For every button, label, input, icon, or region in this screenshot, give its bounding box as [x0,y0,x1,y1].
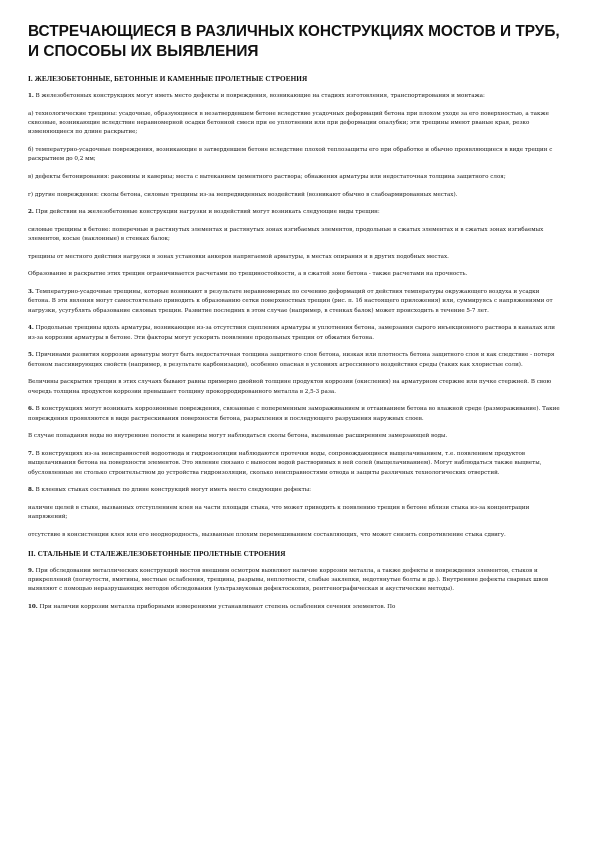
paragraph [28,405,562,424]
paragraph [28,351,562,370]
document-page [28,22,562,621]
paragraph [28,270,562,279]
paragraph-text: г) другие повреждения: сколы бетона, силовые трещины из-за непредвиденных воздействий (возникают обычно в слабоармированных местах). [28,191,458,198]
paragraph [28,378,562,397]
paragraph [28,288,562,316]
paragraph-text: Величины раскрытия трещин в этих случаях бывают равны примерно двойной толщине продуктов коррозии (окисления) на арматурном стержне или пучке стержней. В свою очередь толщина продуктов коррозии превышает толщину прокорродированного металла в 2,5-3 раза. [28,379,552,395]
section-heading-text: I. ЖЕЛЕЗОБЕТОННЫЕ, БЕТОННЫЕ И КАМЕННЫЕ ПРОЛЕТНЫЕ СТРОЕНИЯ [28,75,308,83]
paragraph [28,253,562,262]
paragraph-text: В случае попадания воды во внутренние полости и каверны могут наблюдаться сколы бетона, вызванные расширением замерзающей воды. [28,433,448,440]
paragraph [28,92,562,101]
paragraph-number: 6. [28,406,34,413]
paragraph [28,450,562,478]
document-body [28,74,562,612]
paragraph-text: Образование и раскрытие этих трещин ограничивается расчетами по трещиностойкости, а в сжатой зоне бетона - также расчетами на прочность. [28,271,468,278]
paragraph [28,146,562,165]
paragraph [28,191,562,200]
paragraph-number: 10. [28,603,38,610]
paragraph-text: Причинами развития коррозии арматуры могут быть недостаточная толщина защитного слоя бетона, низкая или плотность бетона защитного слоя и как следствие - потеря бетоном пассивирующих свойств (например, в результате карбонизации), особенно опасная в условиях агрессивного воздействия среды (таких как хлористые соли). [28,352,555,368]
paragraph-text: а) технологические трещины: усадочные, образующиеся в незатвердевшем бетоне вследствие усадочных деформаций бетона при плохом уходе за его поверхностью, а также сквозные, возникающие вследствие неравномерной осадки бетонной смеси при ее уплотнении или при деформации опалубки; эти трещины имеют рваные края, резко изменяющиеся по длине раскрытие; [28,110,549,136]
paragraph-number: 3. [28,288,34,295]
paragraph [28,226,562,245]
paragraph-number: 7. [28,450,34,457]
paragraph-number: 2. [28,209,34,216]
paragraph [28,504,562,523]
paragraph-text: В железобетонных конструкциях могут иметь место дефекты и повреждения, возникающие на стадиях изготовления, транспортирования и монтажа: [33,93,485,99]
paragraph [28,432,562,441]
paragraph-number: 8. [28,487,34,494]
paragraph-text: При наличии коррозии металла приборными измерениями устанавливают степень ослабления сечения элементов. По [37,603,396,610]
paragraph-text: наличие щелей в стыке, вызванных отступлением клея на части площади стыка, что может приводить к появлению трещин в бетоне вблизи стыка из-за концентрации напряжений; [28,504,530,521]
paragraph-number: 4. [28,325,34,332]
paragraph-number: 1. [28,93,34,99]
section-heading-text: II. СТАЛЬНЫЕ И СТАЛЕЖЕЛЕЗОБЕТОННЫЕ ПРОЛЕТНЫЕ СТРОЕНИЯ [28,549,286,558]
paragraph-text: б) температурно-усадочные повреждения, возникающие в затвердевшем бетоне вследствие плохой теплозащиты его при обработке и обычно проявляющиеся в виде трещин с раскрытием до 0,2 мм; [28,147,553,163]
paragraph-number: 9. [28,567,34,574]
paragraph [28,173,562,182]
paragraph [28,603,562,612]
paragraph-text: Продольные трещины вдоль арматуры, возникающие из-за отсутствия сцепления арматуры и уплотнения бетона, замерзания сырого инъекционного раствора в каналах или из-за коррозии арматуры в бетоне. Эти факторы могут ускорить появление продольных трещин от обжатия бетона. [28,325,555,341]
paragraph-text: Температурно-усадочные трещины, которые возникают в результате неравномерных по сечению деформаций от действия температуры окружающего воздуха и усадки бетона. В эти явления могут самостоятельно приводить к образованию сетки поверхностных трещин (рис. п. 1б настоящего приложения) или, суммируясь с напряжениями от нагрузки, усугублять образование силовых трещин. Развитие последних в этом случае (например, в стенках балок) может происходить в течение 5-7 лет. [28,288,553,314]
paragraph-text: в) дефекты бетонирования: раковины и каверны; места с вытеканием цементного раствора; обнажения арматуры или недостаточная толщина защитного слоя; [28,174,506,180]
paragraph [28,324,562,343]
paragraph-text: трещины от местного действия нагрузки в зонах установки анкеров напрягаемой арматуры, в местах опирания и в других подобных местах. [28,253,449,260]
paragraph [28,531,562,540]
paragraph-text: При обследовании металлических конструкций мостов внешним осмотром выявляют наличие коррозии металла, а также дефекты и повреждения элементов, стыков и прикреплений (погнутости, вмятины, местные ослабления, трещины, разрывы, неплотности, слабые заклепки, недотянутые болты и др.). Внутренние дефекты сварных швов выявляют с помощью неразрушающих методов обследования (ультразвуковая дефектоскопия, рентгенографическая и акустические методы). [28,567,549,593]
paragraph [28,110,562,138]
paragraph-text: отсутствие в консистенции клея или его неоднородность, вызванные плохим перемешиванием составляющих, что может снизить сопротивление стыка сдвигу. [28,531,506,538]
section-heading [28,74,562,84]
section-heading [28,549,562,559]
paragraph [28,208,562,217]
paragraph-text: силовые трещины в бетоне: поперечные в растянутых элементах и растянутых зонах изгибаемых элементов, продольные в сжатых элементах и в сжатых зонах изгибаемых элементов, косые (наклонные) в стенках балок; [28,226,544,243]
paragraph [28,486,562,495]
paragraph-text: В клеевых стыках составных по длине конструкций могут иметь место следующие дефекты: [33,487,312,494]
paragraph-text: При действии на железобетонные конструкции нагрузки и воздействий могут возникать следующие виды трещин: [33,209,380,216]
paragraph [28,567,562,595]
paragraph-text: В конструкциях из-за неисправностей водоотвода и гидроизоляции наблюдаются протечки воды, сопровождающиеся выщелачиванием, т.е. появлением продуктов выщелачивания бетона на поверхности элементов. Это явление связано с выносом водой растворимых в ней солей (выщелачиванием). Могут наблюдаться также выцветы, обусловленные не столько строительством до устройства гидроизоляции, сколько неисправностями отвода и защиты различных технологических отверстий. [28,450,542,476]
paragraph-text: В конструкциях могут возникать коррозионные повреждения, связанные с попеременным замораживанием и оттаиванием бетона во влажной среде (размораживание). Такие повреждения проявляются в виде растрескивания поверхности бетона, разрыхления и последующего разрушения наружных слоев. [28,406,560,422]
document-title: ВСТРЕЧАЮЩИЕСЯ В РАЗЛИЧНЫХ КОНСТРУКЦИЯХ МОСТОВ И ТРУБ, И СПОСОБЫ ИХ ВЫЯВЛЕНИЯ [28,23,560,60]
paragraph-number: 5. [28,352,34,359]
